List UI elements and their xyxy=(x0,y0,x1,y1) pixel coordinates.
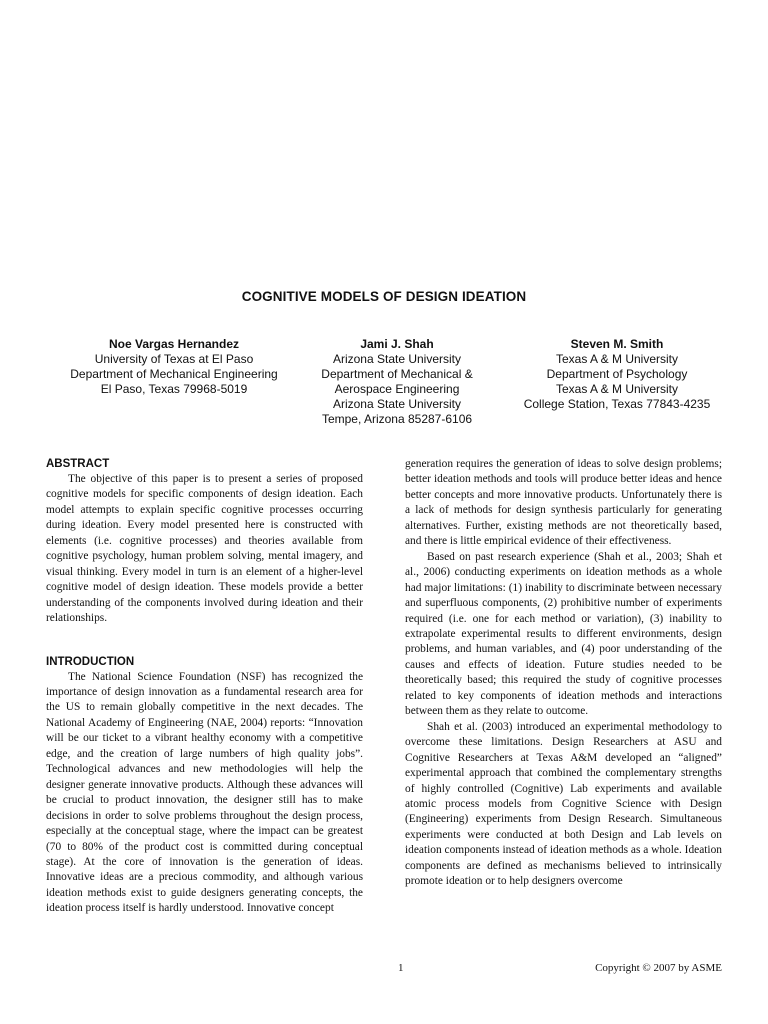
author-affiliation-line: Arizona State University xyxy=(332,352,462,366)
page-number: 1 xyxy=(398,962,404,974)
author-affiliation-line: Aerospace Engineering xyxy=(334,382,460,396)
introduction-paragraph: Based on past research experience (Shah et al., 2003; Shah et al., 2006) conducting experiments on ideation methods as a whole had major limitations: (1) inability to discriminate between necessary and superfluous components, (2) prohibitive number of experiments required (i.e. one for each method or variation), (3) inability to extrapolate experimental results to different environments, design problems, and human variables, and (4) poor understanding of the causes and effects of ideation. Future studies needed to be theoretically based; this required the study of cognitive processes related to key components of ideation methods and interactions between them as they relate to outcome. xyxy=(405,550,722,718)
author-affiliation-line: Arizona State University xyxy=(332,397,462,411)
introduction-paragraph: Shah et al. (2003) introduced an experimental methodology to overcome these limitations. Design Researchers at ASU and Cognitive Researchers at Texas A&M developed an “aligned” experimental approach that combined the complementary strengths of highly controlled (Cognitive) Lab experiments and available atomic process models from Cognitive Science with Design (Engineering) experiments from Design Research. Simultaneous experiments were conducted at both Design and Lab levels on ideation components instead of ideation methods as a whole. Ideation components are defined as mechanisms believed to intrinsically promote ideation or to help designers overcome xyxy=(405,720,722,888)
copyright-notice: Copyright © 2007 by ASME xyxy=(595,962,722,974)
introduction-heading: INTRODUCTION xyxy=(46,655,135,668)
author-affiliation-line: College Station, Texas 77843-4235 xyxy=(523,397,711,411)
author-affiliation-line: Texas A & M University xyxy=(555,352,679,366)
abstract-paragraph: The objective of this paper is to present a series of proposed cognitive models for specific components of design ideation. Each model attempts to explain specific cognitive processes occurring during ideation. Every model presented here is constructed with elements (i.e. cognitive processes) and theories available from cognitive psychology, human problem solving, mental imagery, and visual thinking. Every model in turn is an element of a higher-level cognitive model of design ideation. These models provide a better understanding of the components involved during ideation and their relationships. xyxy=(46,473,363,625)
introduction-paragraph-continued: generation requires the generation of ideas to solve design problems; better ideation methods and tools will produce better ideas and hence better concepts and more innovative products. Unfortunately there is a lack of methods for design synthesis particularly for generating alternatives. Further, existing methods are not theoretically based, and there is little empirical evidence of their effectiveness. xyxy=(405,458,722,548)
author-name: Jami J. Shah xyxy=(360,337,434,351)
author-affiliation-line: Tempe, Arizona 85287-6106 xyxy=(321,412,473,426)
right-column xyxy=(405,457,722,890)
author-block-3 xyxy=(497,337,737,412)
introduction-paragraph: The National Science Foundation (NSF) has recognized the importance of design innovation as a fundamental research area for the US to remain globally competitive in the next decades. The National Academy of Engineering (NAE, 2004) reports: “Innovation will be our ticket to a vibrant healthy economy with a competitive edge, and the creation of large numbers of high quality jobs”. Technological advances and new methodologies will help the designer generate innovative products. Although these advances will be crucial to product innovation, the designer still has to make decisions in order to solve problems throughout the design process, especially at the conceptual stage, where the impact can be greatest (70 to 80% of the product cost is committed during conceptual stage). At the core of innovation is the generation of ideas. Innovative ideas are a precious commodity, and although various ideation methods exist to guide designers generating concepts, the ideation process itself is hardly understood. Innovative concept xyxy=(46,670,363,915)
author-name: Noe Vargas Hernandez xyxy=(108,337,240,351)
author-affiliation-line: Texas A & M University xyxy=(555,382,679,396)
section-spacer xyxy=(46,627,363,655)
author-affiliation-line: Department of Psychology xyxy=(546,367,688,381)
left-column xyxy=(46,457,363,917)
paper-title: COGNITIVE MODELS OF DESIGN IDEATION xyxy=(241,289,527,304)
author-affiliation-line: Department of Mechanical & xyxy=(321,367,473,381)
author-affiliation-line: Department of Mechanical Engineering xyxy=(70,367,278,381)
author-block-1 xyxy=(54,337,294,397)
author-block-2 xyxy=(277,337,517,427)
author-affiliation-line: El Paso, Texas 79968-5019 xyxy=(100,382,248,396)
author-affiliation-line: University of Texas at El Paso xyxy=(94,352,254,366)
author-name: Steven M. Smith xyxy=(570,337,664,351)
abstract-heading: ABSTRACT xyxy=(46,458,110,470)
